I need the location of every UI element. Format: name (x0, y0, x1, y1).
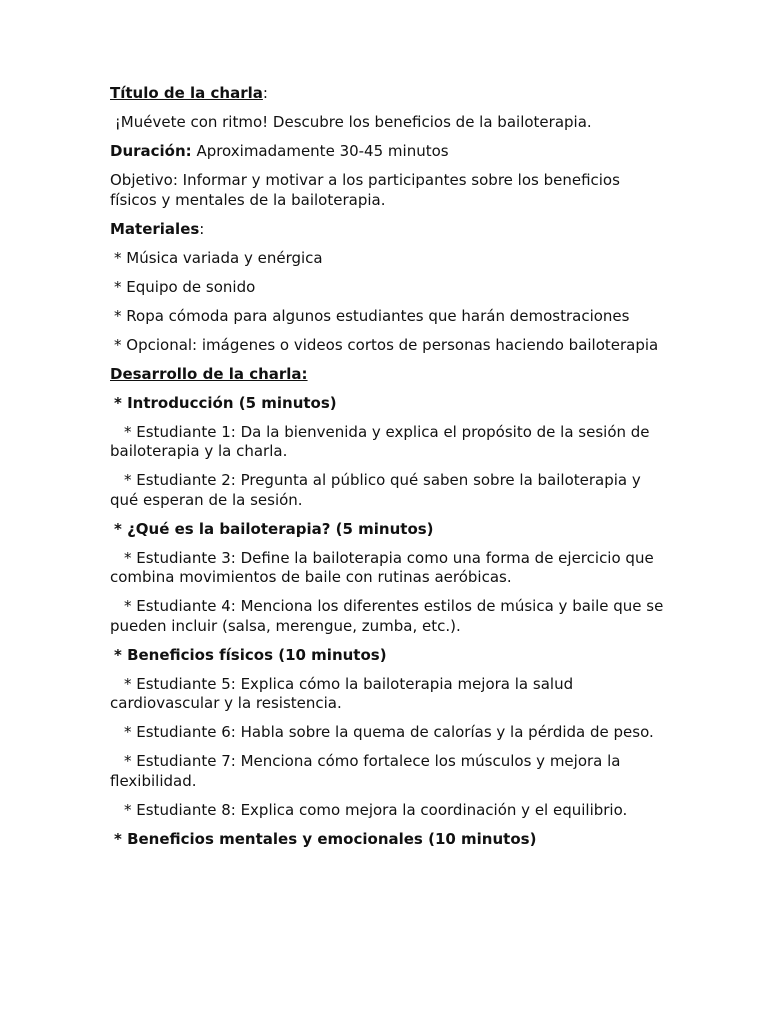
section-item: * Estudiante 8: Explica como mejora la coordinación y el equilibrio. (124, 800, 628, 819)
section-item: * Estudiante 6: Habla sobre la quema de calorías y la pérdida de peso. (124, 723, 654, 741)
section-item: * Estudiante 4: Menciona los diferentes estilos de música y baile que se pueden incluir (salsa, merengue, zumba, etc.). (110, 597, 664, 635)
material-item: * Ropa cómoda para algunos estudiantes que harán demostraciones (114, 306, 630, 325)
section-heading: * Beneficios físicos (10 minutos) (114, 645, 387, 664)
document-body (110, 84, 666, 859)
section-heading: * ¿Qué es la bailoterapia? (5 minutos) (114, 519, 434, 538)
duration-label: Duración: (110, 142, 192, 160)
duration-line (110, 142, 666, 162)
section-heading: * Introducción (5 minutos) (114, 393, 337, 412)
materials-line (110, 220, 666, 240)
objective-paragraph: Objetivo: Informar y motivar a los participantes sobre los beneficios físicos y mentales de la bailoterapia. (110, 171, 620, 209)
materials-label: Materiales (110, 219, 200, 238)
duration-value: Aproximadamente 30-45 minutos (191, 142, 449, 160)
material-item: * Opcional: imágenes o videos cortos de personas haciendo bailoterapia (114, 335, 659, 354)
section-heading: * Beneficios mentales y emocionales (10 minutos) (114, 829, 537, 848)
section-item: * Estudiante 3: Define la bailoterapia como una forma de ejercicio que combina movimientos de baile con rutinas aeróbicas. (110, 548, 654, 586)
section-item: * Estudiante 7: Menciona cómo fortalece los músculos y mejora la flexibilidad. (110, 752, 621, 790)
material-item: * Música variada y enérgica (114, 248, 323, 267)
section-item: * Estudiante 2: Pregunta al público qué saben sobre la bailoterapia y qué esperan de la sesión. (110, 471, 641, 509)
talk-title: ¡Muévete con ritmo! Descubre los beneficios de la bailoterapia. (110, 113, 592, 131)
materials-colon: : (199, 219, 205, 238)
title-label: Título de la charla (110, 84, 263, 102)
title-line (110, 84, 666, 104)
development-heading: Desarrollo de la charla: (110, 364, 308, 383)
section-item: * Estudiante 5: Explica cómo la bailoterapia mejora la salud cardiovascular y la resistencia. (110, 674, 574, 712)
material-item: * Equipo de sonido (114, 277, 256, 296)
section-item: * Estudiante 1: Da la bienvenida y explica el propósito de la sesión de bailoterapia y la charla. (110, 422, 650, 460)
title-colon: : (262, 84, 268, 102)
